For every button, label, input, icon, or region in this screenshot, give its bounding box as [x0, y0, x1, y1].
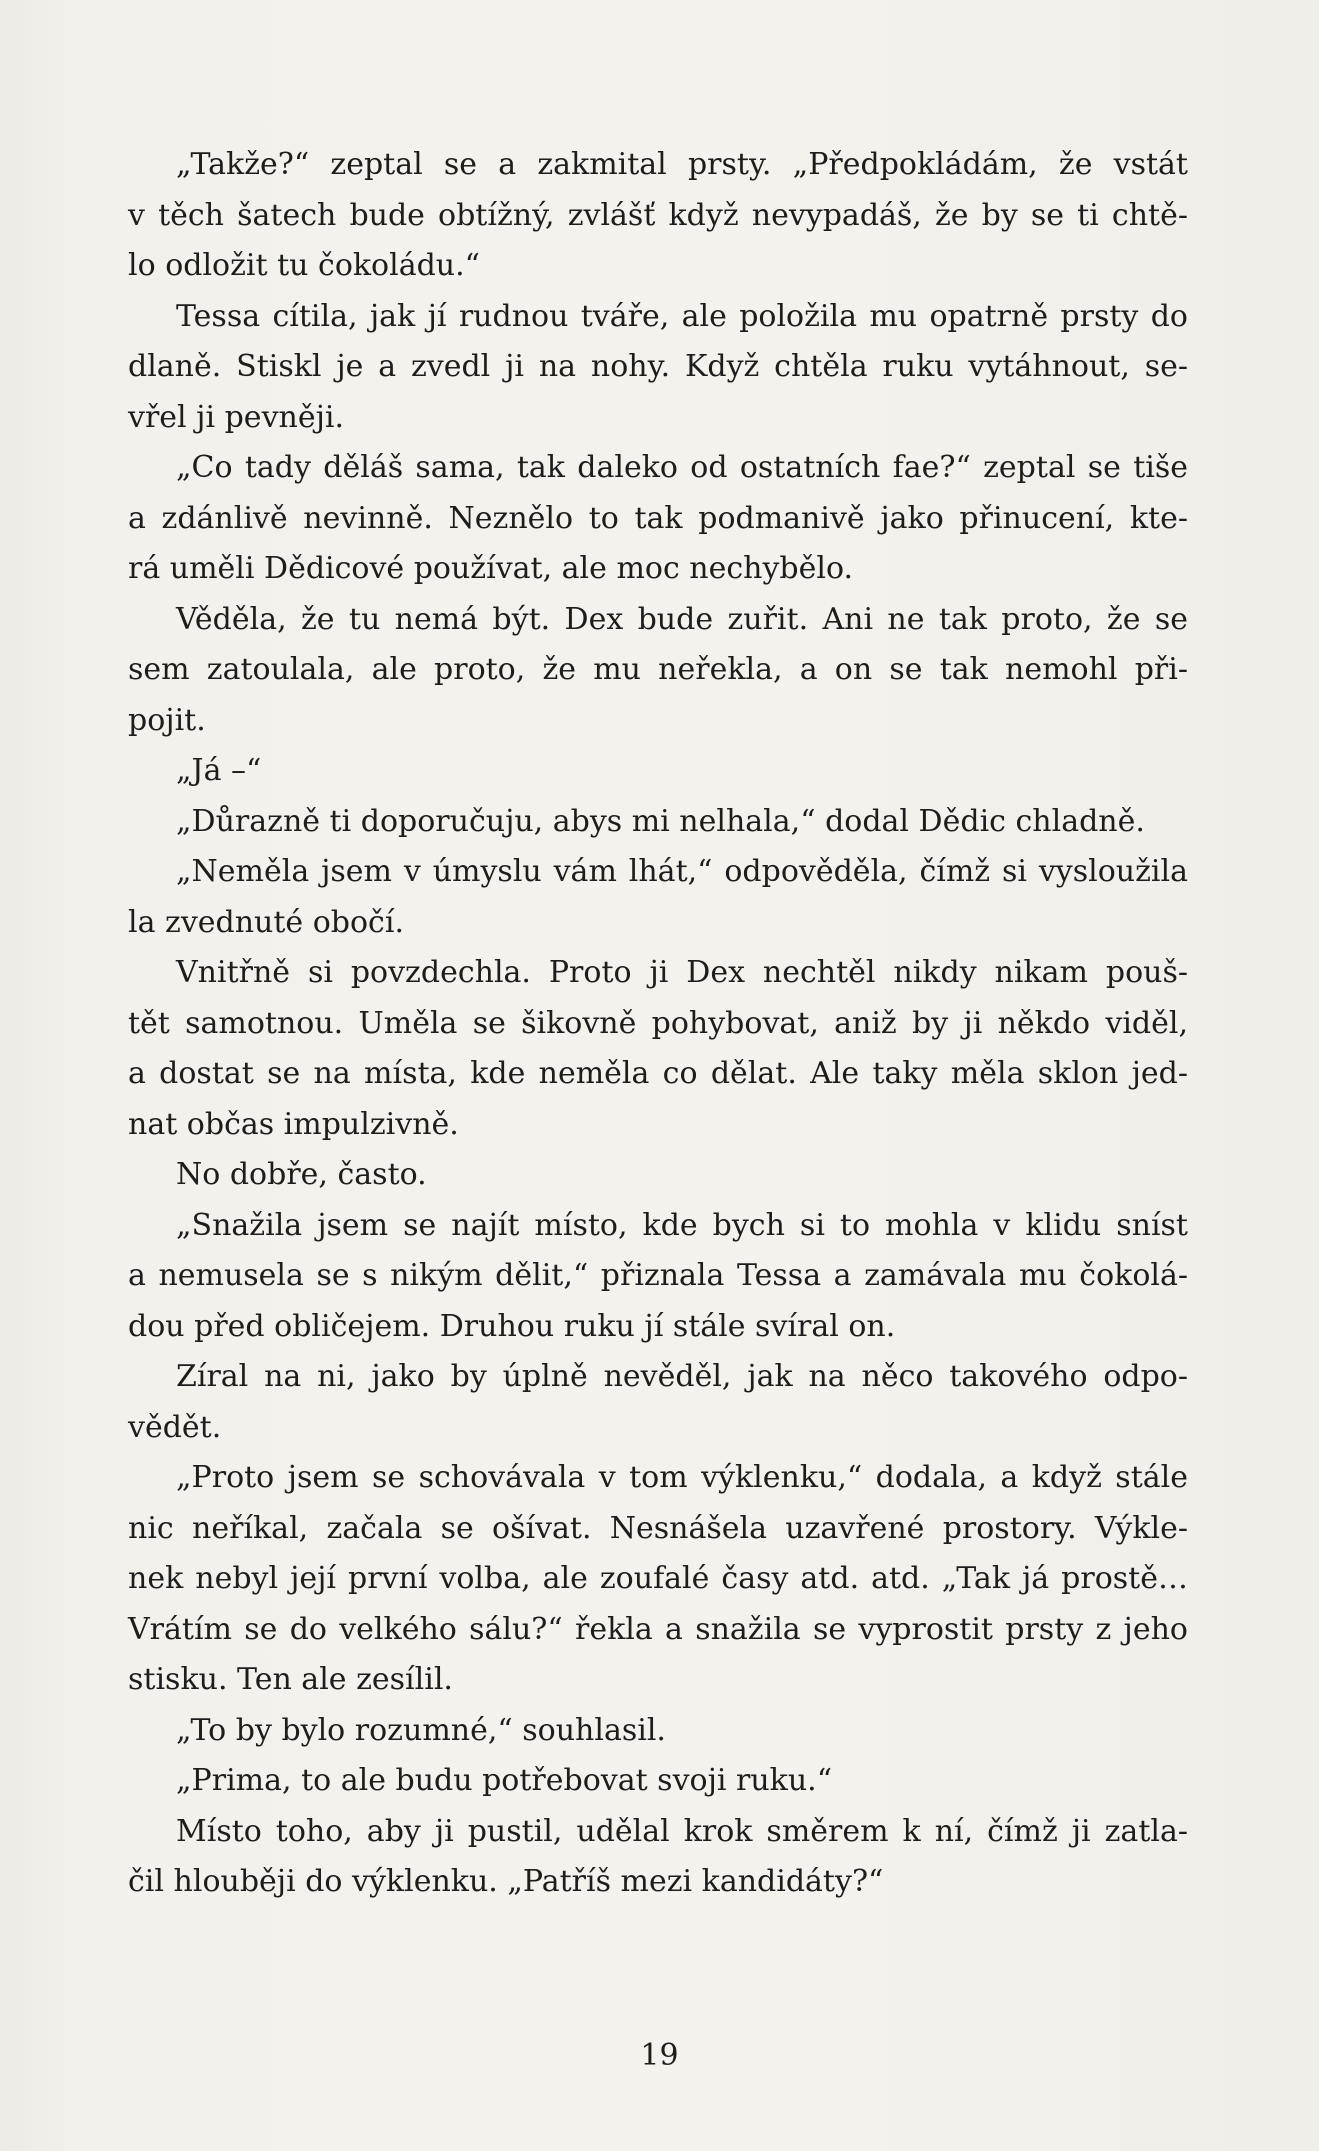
text-line: rá uměli Dědicové používat, ale moc nechybělo. — [128, 551, 854, 586]
text-line: Věděla, že tu nemá být. Dex bude zuřit. Ani ne tak proto, že se — [176, 601, 1188, 637]
text-line: la zvednuté obočí. — [128, 904, 404, 940]
text-line: nat občas impulzivně. — [128, 1106, 459, 1142]
text-line: nic neříkal, začala se ošívat. Nesnášela uzavřené prostory. Výkle- — [128, 1510, 1188, 1546]
text-line: a dostat se na místa, kde neměla co dělat. Ale taky měla sklon jed- — [128, 1056, 1188, 1091]
text-line: v těch šatech bude obtížný, zvlášť když nevypadáš, že by se ti chtě- — [128, 197, 1188, 233]
text-line: „Neměla jsem v úmyslu vám lhát,“ odpověděla, čímž si vysloužila — [176, 854, 1188, 889]
text-line: a nemusela se s nikým dělit,“ přiznala Tessa a zamávala mu čokolá- — [128, 1258, 1188, 1293]
text-line: dou před obličejem. Druhou ruku jí stále svíral on. — [128, 1308, 896, 1344]
text-line: sem zatoulala, ale proto, že mu neřekla, a on se tak nemohl při- — [128, 652, 1188, 687]
text-line: No dobře, často. — [176, 1157, 427, 1192]
text-line: stisku. Ten ale zesílil. — [128, 1662, 453, 1697]
text-line: a zdánlivě nevinně. Neznělo to tak podmanivě jako přinucení, kte- — [128, 500, 1188, 536]
text-line: „To by bylo rozumné,“ souhlasil. — [176, 1712, 666, 1748]
text-line: „Prima, to ale budu potřebovat svoji ruku.“ — [176, 1763, 833, 1798]
text-line: „Proto jsem se schovávala v tom výklenku,“ dodala, a když stále — [176, 1460, 1188, 1495]
text-line: vědět. — [128, 1409, 222, 1445]
text-line: Místo toho, aby ji pustil, udělal krok směrem k ní, čímž ji zatla- — [176, 1813, 1188, 1849]
text-line: dlaně. Stiskl je a zvedl ji na nohy. Když chtěla ruku vytáhnout, se- — [128, 349, 1188, 384]
body-text — [128, 140, 1188, 1908]
page-number: 19 — [640, 2038, 679, 2073]
text-line: Vrátím se do velkého sálu?“ řekla a snažila se vyprostit prsty z jeho — [128, 1611, 1188, 1647]
text-line: Tessa cítila, jak jí rudnou tváře, ale položila mu opatrně prsty do — [176, 298, 1188, 334]
text-line: pojit. — [128, 702, 206, 738]
text-line: „Co tady děláš sama, tak daleko od ostatních fae?“ zeptal se tiše — [176, 450, 1188, 485]
text-line: tět samotnou. Uměla se šikovně pohybovat, aniž by ji někdo viděl, — [128, 1005, 1188, 1041]
text-line: „Já –“ — [176, 753, 262, 788]
text-line: „Důrazně ti doporučuju, abys mi nelhala,“ dodal Dědic chladně. — [176, 803, 1145, 839]
text-line: lo odložit tu čokoládu.“ — [128, 248, 481, 283]
text-line: „Snažila jsem se najít místo, kde bych si to mohla v klidu sníst — [176, 1207, 1188, 1243]
text-line: Zíral na ni, jako by úplně nevěděl, jak na něco takového odpo- — [176, 1359, 1188, 1394]
text-line: čil hlouběji do výklenku. „Patříš mezi kandidáty?“ — [128, 1864, 884, 1899]
text-line: nek nebyl její první volba, ale zoufalé časy atd. atd. „Tak já prostě… — [128, 1561, 1188, 1596]
text-line: „Takže?“ zeptal se a zakmital prsty. „Předpokládám, že vstát — [176, 147, 1188, 182]
text-line: Vnitřně si povzdechla. Proto ji Dex nechtěl nikdy nikam pouš- — [176, 955, 1188, 990]
text-line: vřel ji pevněji. — [128, 399, 345, 435]
